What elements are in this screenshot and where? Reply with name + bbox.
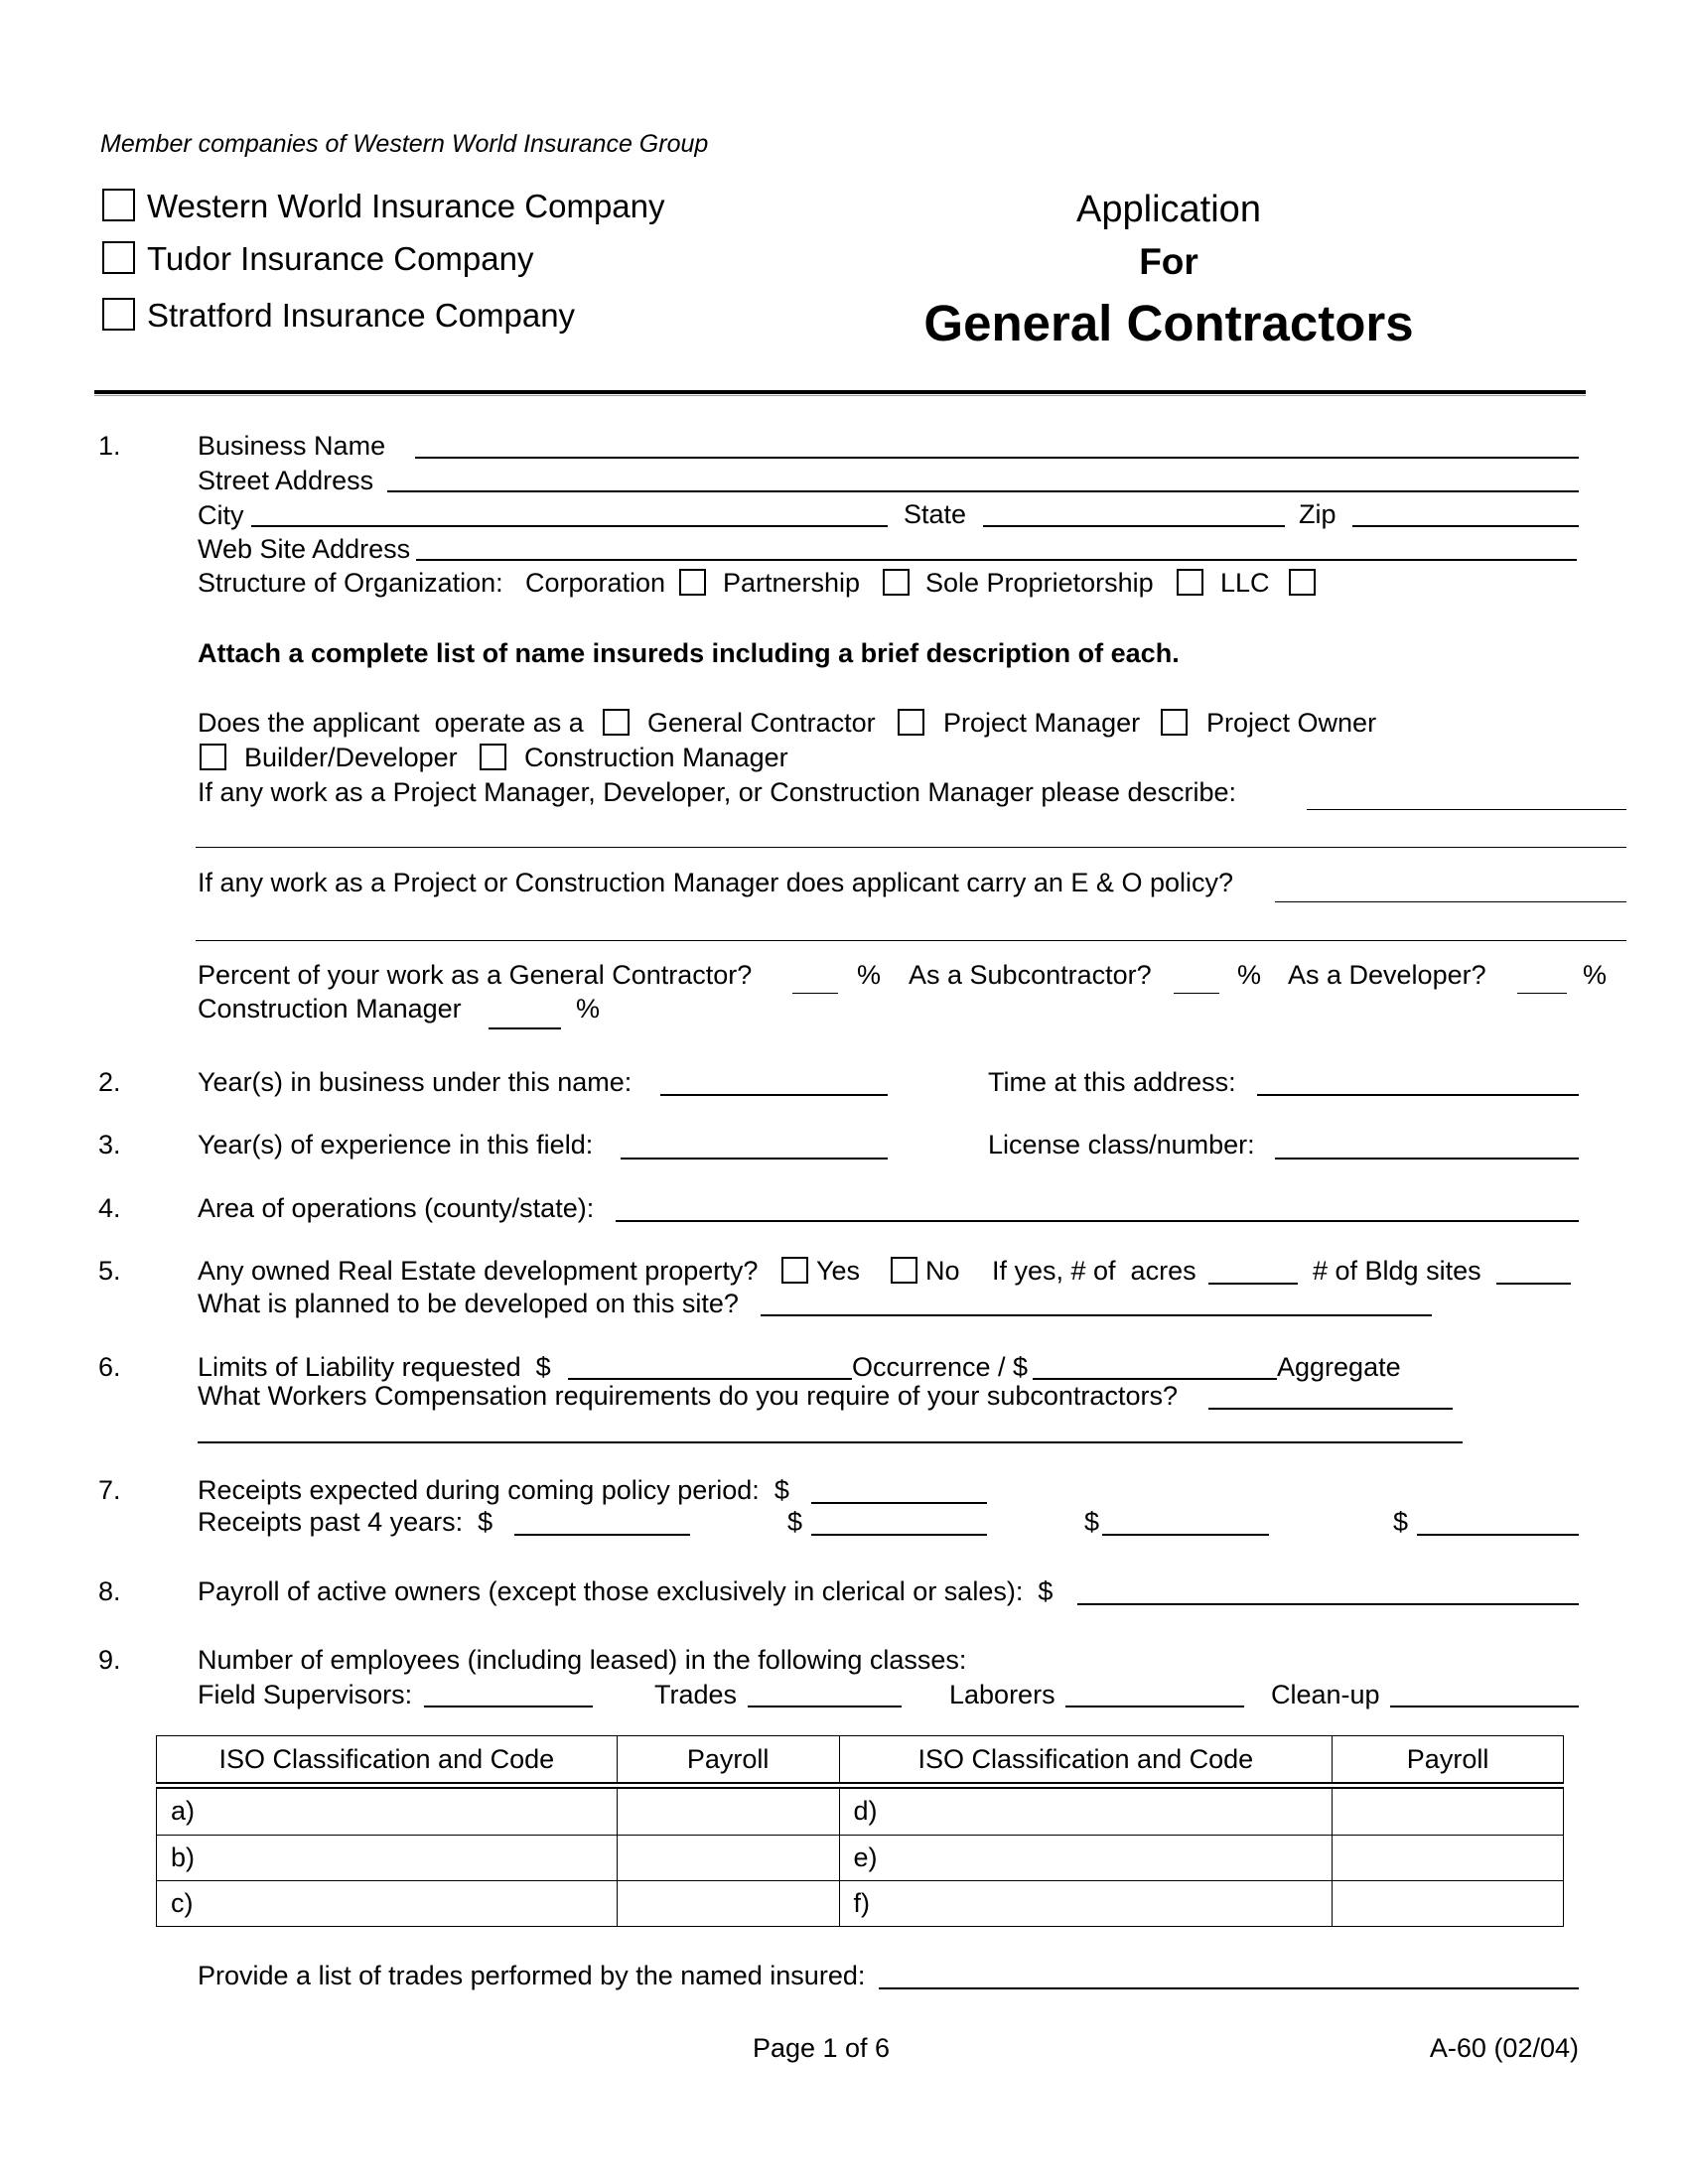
section-number-9: 9.	[98, 1645, 121, 1675]
years-in-business-input[interactable]	[660, 1094, 888, 1096]
limits-label: Limits of Liability requested $	[198, 1352, 551, 1382]
structure-checkbox-llc[interactable]	[1289, 569, 1316, 596]
form-code: A-60 (02/04)	[1429, 2033, 1579, 2063]
payroll-cell-f[interactable]	[1333, 1880, 1564, 1926]
state-label: State	[904, 499, 967, 529]
payroll-cell-a[interactable]	[617, 1786, 839, 1835]
bldg-sites-label: # of Bldg sites	[1313, 1256, 1481, 1286]
license-label: License class/number:	[988, 1130, 1255, 1160]
acres-label: If yes, # of acres	[992, 1256, 1196, 1286]
company-checkbox-stratford[interactable]	[102, 298, 135, 331]
section-number-6: 6.	[98, 1352, 121, 1382]
real-estate-question: Any owned Real Estate development property?	[198, 1256, 759, 1286]
operate-checkbox-project-manager[interactable]	[898, 709, 924, 736]
receipts-past-dollar-4: $	[1393, 1507, 1409, 1537]
section-number-1: 1.	[98, 431, 121, 461]
pct-gc-label: Percent of your work as a General Contractor?	[198, 960, 753, 990]
acres-input[interactable]	[1208, 1283, 1298, 1285]
section-number-8: 8.	[98, 1576, 121, 1606]
header-divider-shadow	[94, 395, 1586, 396]
pct-cm-input[interactable]	[489, 1027, 561, 1029]
structure-label: Structure of Organization:	[198, 568, 503, 598]
state-input[interactable]	[983, 525, 1285, 527]
operate-checkbox-general-contractor[interactable]	[603, 709, 630, 736]
structure-option-corporation: Corporation	[525, 568, 666, 598]
trades-input[interactable]	[748, 1706, 902, 1707]
title-application: Application	[1076, 189, 1261, 230]
describe-question: If any work as a Project Manager, Developer, or Construction Manager please describe:	[198, 777, 1237, 807]
website-label: Web Site Address	[198, 534, 411, 564]
pct-dev-input[interactable]	[1517, 993, 1567, 994]
cleanup-input[interactable]	[1390, 1706, 1579, 1707]
pct-sub-symbol: %	[1237, 960, 1262, 990]
field-supervisors-input[interactable]	[424, 1706, 593, 1707]
occurrence-limit-input[interactable]	[568, 1378, 852, 1380]
experience-input[interactable]	[621, 1158, 888, 1160]
zip-input[interactable]	[1352, 525, 1579, 527]
describe-input[interactable]	[1307, 809, 1626, 810]
operate-option-general-contractor: General Contractor	[647, 708, 876, 738]
page-title: General Contractors	[923, 295, 1414, 351]
structure-checkbox-corporation[interactable]	[679, 569, 706, 596]
company-checkbox-tudor[interactable]	[102, 241, 135, 274]
operate-label: Does the applicant operate as a	[198, 708, 584, 738]
owners-payroll-input[interactable]	[1077, 1603, 1579, 1605]
wc-input-line2[interactable]	[198, 1441, 1463, 1443]
planned-label: What is planned to be developed on this site?	[198, 1289, 739, 1318]
time-at-address-input[interactable]	[1257, 1094, 1579, 1096]
column-header-iso-classification-left: ISO Classification and Code	[157, 1736, 618, 1786]
structure-checkbox-partnership[interactable]	[883, 569, 910, 596]
iso-cell-f[interactable]: f)	[839, 1880, 1333, 1926]
table-header-row	[157, 1736, 1564, 1786]
laborers-label: Laborers	[949, 1680, 1055, 1709]
aggregate-limit-input[interactable]	[1033, 1378, 1277, 1380]
area-of-operations-label: Area of operations (county/state):	[198, 1193, 595, 1223]
section-number-7: 7.	[98, 1475, 121, 1505]
receipts-past-year1-input[interactable]	[514, 1534, 690, 1536]
eo-input[interactable]	[1275, 901, 1626, 902]
receipts-expected-label: Receipts expected during coming policy period: $	[198, 1475, 789, 1505]
structure-checkbox-sole-proprietorship[interactable]	[1177, 569, 1203, 596]
operate-option-builder-developer: Builder/Developer	[244, 743, 458, 772]
describe-input-line2[interactable]	[196, 847, 1626, 848]
operate-option-construction-manager: Construction Manager	[524, 743, 788, 772]
aggregate-label: Aggregate	[1277, 1352, 1401, 1382]
website-input[interactable]	[416, 559, 1577, 561]
pct-cm-label: Construction Manager	[198, 994, 462, 1024]
operate-checkbox-construction-manager[interactable]	[480, 744, 506, 770]
table-row	[157, 1880, 1564, 1926]
company-checkbox-western-world[interactable]	[102, 189, 135, 221]
column-header-payroll-right: Payroll	[1333, 1736, 1564, 1786]
receipts-past-dollar-2: $	[787, 1507, 803, 1537]
attach-note: Attach a complete list of name insureds including a brief description of each.	[198, 638, 1180, 668]
wc-input[interactable]	[1208, 1408, 1453, 1410]
iso-cell-c[interactable]: c)	[157, 1880, 618, 1926]
member-companies-line: Member companies of Western World Insurance Group	[100, 130, 709, 158]
structure-option-partnership: Partnership	[723, 568, 861, 598]
area-of-operations-input[interactable]	[616, 1220, 1579, 1222]
operate-option-project-manager: Project Manager	[943, 708, 1141, 738]
city-label: City	[198, 500, 244, 530]
section-number-3: 3.	[98, 1130, 121, 1160]
wc-question: What Workers Compensation requirements do you require of your subcontractors?	[198, 1381, 1178, 1411]
street-address-label: Street Address	[198, 466, 374, 495]
bldg-sites-input[interactable]	[1496, 1283, 1571, 1285]
street-address-input[interactable]	[387, 490, 1579, 492]
occurrence-label: Occurrence / $	[852, 1352, 1029, 1382]
column-header-payroll-left: Payroll	[617, 1736, 839, 1786]
payroll-cell-c[interactable]	[617, 1880, 839, 1926]
receipts-past-year4-input[interactable]	[1417, 1534, 1579, 1536]
pct-sub-label: As a Subcontractor?	[909, 960, 1152, 990]
iso-cell-e[interactable]: e)	[839, 1835, 1333, 1880]
structure-option-llc: LLC	[1220, 568, 1270, 598]
employees-label: Number of employees (including leased) in the following classes:	[198, 1645, 967, 1675]
receipts-past-year2-input[interactable]	[811, 1534, 987, 1536]
city-input[interactable]	[251, 525, 888, 527]
iso-cell-d[interactable]: d)	[839, 1786, 1333, 1835]
pct-gc-input[interactable]	[792, 993, 838, 994]
real-estate-yes-label: Yes	[816, 1256, 861, 1286]
section-number-4: 4.	[98, 1193, 121, 1223]
section-number-5: 5.	[98, 1256, 121, 1286]
experience-label: Year(s) of experience in this field:	[198, 1130, 594, 1160]
payroll-cell-b[interactable]	[617, 1835, 839, 1880]
structure-option-sole-proprietorship: Sole Proprietorship	[925, 568, 1154, 598]
operate-checkbox-builder-developer[interactable]	[200, 744, 226, 770]
field-supervisors-label: Field Supervisors:	[198, 1680, 413, 1709]
iso-cell-b[interactable]: b)	[157, 1835, 618, 1880]
page-number: Page 1 of 6	[752, 2033, 891, 2063]
license-input[interactable]	[1275, 1158, 1579, 1160]
real-estate-no-checkbox[interactable]	[891, 1257, 917, 1284]
company-label-western-world: Western World Insurance Company	[147, 188, 665, 224]
eo-question: If any work as a Project or Construction Manager does applicant carry an E & O policy?	[198, 868, 1233, 897]
eo-input-line2[interactable]	[196, 940, 1626, 941]
pct-gc-symbol: %	[857, 960, 882, 990]
real-estate-yes-checkbox[interactable]	[781, 1257, 808, 1284]
iso-cell-a[interactable]: a)	[157, 1786, 618, 1835]
header-divider	[94, 390, 1586, 394]
laborers-input[interactable]	[1065, 1706, 1244, 1707]
zip-label: Zip	[1299, 499, 1336, 529]
real-estate-no-label: No	[925, 1256, 960, 1286]
receipts-past-dollar-3: $	[1084, 1507, 1100, 1537]
table-row	[157, 1835, 1564, 1880]
pct-sub-input[interactable]	[1174, 993, 1219, 994]
column-header-iso-classification-right: ISO Classification and Code	[839, 1736, 1333, 1786]
iso-classification-table	[156, 1735, 1564, 1927]
trades-label: Trades	[654, 1680, 738, 1709]
time-at-address-label: Time at this address:	[988, 1067, 1236, 1097]
company-label-tudor: Tudor Insurance Company	[147, 240, 534, 277]
operate-checkbox-project-owner[interactable]	[1161, 709, 1188, 736]
pct-dev-symbol: %	[1583, 960, 1608, 990]
receipts-expected-input[interactable]	[811, 1502, 987, 1504]
business-name-input[interactable]	[415, 457, 1579, 459]
owners-payroll-label: Payroll of active owners (except those exclusively in clerical or sales): $	[198, 1576, 1054, 1606]
trades-list-input[interactable]	[879, 1987, 1579, 1989]
cleanup-label: Clean-up	[1271, 1680, 1380, 1709]
years-in-business-label: Year(s) in business under this name:	[198, 1067, 633, 1097]
title-for: For	[1139, 241, 1198, 282]
receipts-past-label: Receipts past 4 years: $	[198, 1507, 493, 1537]
table-row	[157, 1786, 1564, 1835]
payroll-cell-e[interactable]	[1333, 1835, 1564, 1880]
operate-option-project-owner: Project Owner	[1206, 708, 1377, 738]
payroll-cell-d[interactable]	[1333, 1786, 1564, 1835]
section-number-2: 2.	[98, 1067, 121, 1097]
trades-list-label: Provide a list of trades performed by the named insured:	[198, 1961, 866, 1990]
planned-input[interactable]	[761, 1314, 1432, 1316]
pct-cm-symbol: %	[576, 994, 601, 1024]
receipts-past-year3-input[interactable]	[1102, 1534, 1269, 1536]
pct-dev-label: As a Developer?	[1288, 960, 1486, 990]
business-name-label: Business Name	[198, 431, 386, 461]
company-label-stratford: Stratford Insurance Company	[147, 297, 576, 334]
